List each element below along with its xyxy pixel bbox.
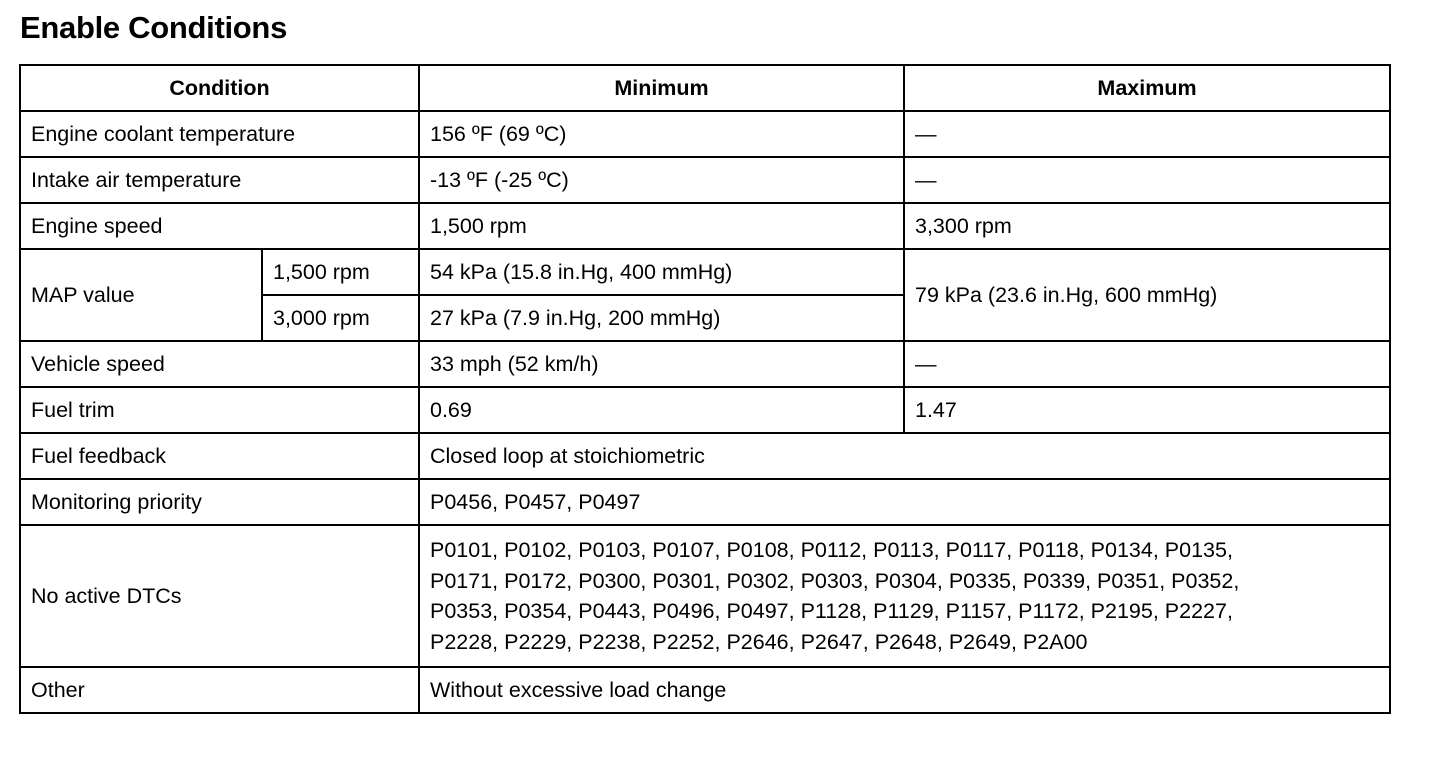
dtc-line: P0171, P0172, P0300, P0301, P0302, P0303, P0304, P0335, P0339, P0351, P0352, xyxy=(430,568,1240,593)
table-row xyxy=(20,203,1390,249)
table-row xyxy=(20,525,1390,667)
table-row xyxy=(20,667,1390,713)
header-minimum: Minimum xyxy=(419,65,904,111)
enable-conditions-table xyxy=(19,64,1391,714)
condition-cell: Engine coolant temperature xyxy=(20,111,419,157)
header-condition: Condition xyxy=(20,65,419,111)
sub-condition-cell: 3,000 rpm xyxy=(262,295,419,341)
dtc-line: P0101, P0102, P0103, P0107, P0108, P0112, P0113, P0117, P0118, P0134, P0135, xyxy=(430,538,1233,562)
minimum-cell: 33 mph (52 km/h) xyxy=(419,341,904,387)
minimum-cell: 156 ºF (69 ºC) xyxy=(419,111,904,157)
maximum-cell: 3,300 rpm xyxy=(904,203,1390,249)
minimum-cell: -13 ºF (-25 ºC) xyxy=(419,157,904,203)
dtc-list-cell xyxy=(419,525,1390,667)
table-row xyxy=(20,111,1390,157)
table-header-row xyxy=(20,65,1390,111)
condition-cell: Other xyxy=(20,667,419,713)
minimum-cell: 0.69 xyxy=(419,387,904,433)
table-row xyxy=(20,479,1390,525)
sub-condition-cell: 1,500 rpm xyxy=(262,249,419,295)
value-cell: P0456, P0457, P0497 xyxy=(419,479,1390,525)
condition-cell: Intake air temperature xyxy=(20,157,419,203)
page-title: Enable Conditions xyxy=(20,10,288,45)
table-row xyxy=(20,341,1390,387)
maximum-cell: 1.47 xyxy=(904,387,1390,433)
maximum-cell: — xyxy=(904,157,1390,203)
table-row xyxy=(20,387,1390,433)
minimum-cell: 1,500 rpm xyxy=(419,203,904,249)
header-maximum: Maximum xyxy=(904,65,1390,111)
table-row xyxy=(20,433,1390,479)
value-cell: Without excessive load change xyxy=(419,667,1390,713)
maximum-cell: 79 kPa (23.6 in.Hg, 600 mmHg) xyxy=(904,249,1390,341)
minimum-cell: 27 kPa (7.9 in.Hg, 200 mmHg) xyxy=(419,295,904,341)
condition-cell: No active DTCs xyxy=(20,525,419,667)
dtc-line: P2228, P2229, P2238, P2252, P2646, P2647, P2648, P2649, P2A00 xyxy=(430,629,1088,654)
minimum-cell: 54 kPa (15.8 in.Hg, 400 mmHg) xyxy=(419,249,904,295)
condition-cell: Monitoring priority xyxy=(20,479,419,525)
table-row xyxy=(20,249,1390,295)
maximum-cell: — xyxy=(904,341,1390,387)
table-row xyxy=(20,157,1390,203)
condition-cell: Engine speed xyxy=(20,203,419,249)
maximum-cell: — xyxy=(904,111,1390,157)
dtc-line: P0353, P0354, P0443, P0496, P0497, P1128, P1129, P1157, P1172, P2195, P2227, xyxy=(430,599,1233,623)
value-cell: Closed loop at stoichiometric xyxy=(419,433,1390,479)
condition-cell: Fuel feedback xyxy=(20,433,419,479)
condition-cell: MAP value xyxy=(20,249,262,341)
condition-cell: Vehicle speed xyxy=(20,341,419,387)
condition-cell: Fuel trim xyxy=(20,387,419,433)
